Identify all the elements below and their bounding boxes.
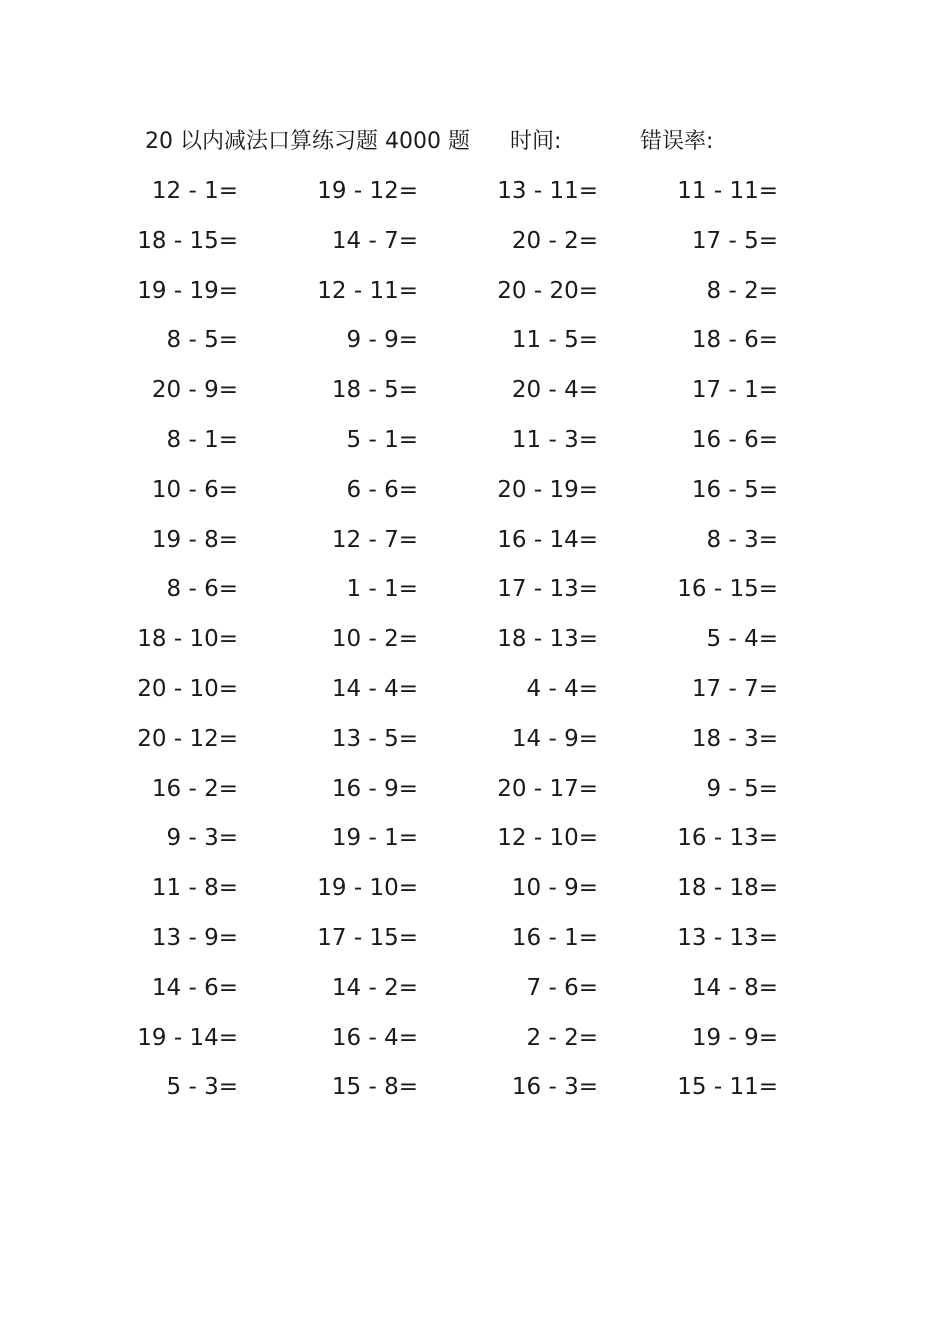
problem: 17 - 1= [691,377,778,404]
problem: 18 - 5= [331,377,418,404]
problem: 12 - 10= [497,825,598,852]
problem-row [0,620,950,670]
problem-row [0,1068,950,1118]
problem: 18 - 18= [677,875,778,902]
problem: 17 - 5= [691,227,778,254]
problem-row [0,819,950,869]
problem: 5 - 3= [166,1074,238,1101]
problem-row [0,770,950,820]
problem-row [0,670,950,720]
problem: 8 - 3= [706,526,778,553]
problem: 19 - 14= [137,1024,238,1051]
worksheet-header [0,124,950,160]
problem: 19 - 1= [331,825,418,852]
problem-row [0,321,950,371]
problem: 19 - 10= [317,875,418,902]
problem-row [0,272,950,322]
worksheet-title: 20 以内减法口算练习题 4000 题 [145,129,470,154]
problem: 8 - 6= [166,576,238,603]
problem: 19 - 9= [691,1024,778,1051]
problem: 20 - 12= [137,725,238,752]
problem: 15 - 11= [677,1074,778,1101]
problem: 16 - 14= [497,526,598,553]
problem-row [0,471,950,521]
problem-row [0,570,950,620]
problem: 11 - 5= [511,327,598,354]
problem: 20 - 10= [137,675,238,702]
problem: 18 - 6= [691,327,778,354]
problem: 19 - 12= [317,178,418,204]
problem-row [0,521,950,571]
problem: 20 - 17= [497,775,598,802]
problem: 20 - 2= [511,227,598,254]
problem: 9 - 3= [166,825,238,852]
problem: 2 - 2= [526,1024,598,1051]
problem-row [0,371,950,421]
problem: 8 - 1= [166,426,238,453]
problem: 14 - 8= [691,974,778,1001]
problem-row [0,1019,950,1069]
problem: 5 - 4= [706,626,778,653]
problem: 15 - 8= [331,1074,418,1101]
problem: 14 - 9= [511,725,598,752]
problem: 19 - 19= [137,277,238,304]
problem-grid [0,172,950,1118]
problem: 14 - 7= [331,227,418,254]
problem-row [0,172,950,222]
problem: 11 - 8= [151,875,238,902]
problem-row [0,919,950,969]
problem: 11 - 3= [511,426,598,453]
problem: 16 - 9= [331,775,418,802]
problem: 20 - 20= [497,277,598,304]
problem: 13 - 13= [677,924,778,951]
problem: 12 - 1= [151,178,238,204]
problem: 14 - 2= [331,974,418,1001]
problem: 4 - 4= [526,675,598,702]
problem: 16 - 3= [511,1074,598,1101]
problem: 8 - 2= [706,277,778,304]
problem: 17 - 13= [497,576,598,603]
problem: 6 - 6= [346,476,418,503]
problem: 18 - 13= [497,626,598,653]
problem: 13 - 5= [331,725,418,752]
problem: 7 - 6= [526,974,598,1001]
problem: 12 - 7= [331,526,418,553]
problem: 14 - 4= [331,675,418,702]
problem: 1 - 1= [346,576,418,603]
problem: 18 - 3= [691,725,778,752]
problem: 12 - 11= [317,277,418,304]
problem: 13 - 9= [151,924,238,951]
problem: 16 - 6= [691,426,778,453]
problem: 18 - 10= [137,626,238,653]
problem-row [0,969,950,1019]
problem: 10 - 9= [511,875,598,902]
problem: 13 - 11= [497,178,598,204]
problem: 9 - 5= [706,775,778,802]
problem: 10 - 6= [151,476,238,503]
problem: 20 - 4= [511,377,598,404]
time-label: 时间: [510,129,562,154]
problem: 16 - 4= [331,1024,418,1051]
problem: 20 - 9= [151,377,238,404]
problem-row [0,222,950,272]
problem: 8 - 5= [166,327,238,354]
problem: 16 - 15= [677,576,778,603]
problem-row [0,869,950,919]
problem: 16 - 1= [511,924,598,951]
problem: 17 - 15= [317,924,418,951]
problem: 16 - 2= [151,775,238,802]
problem-row [0,720,950,770]
problem-row [0,421,950,471]
problem: 16 - 5= [691,476,778,503]
problem: 19 - 8= [151,526,238,553]
problem: 17 - 7= [691,675,778,702]
problem: 18 - 15= [137,227,238,254]
problem: 16 - 13= [677,825,778,852]
problem: 14 - 6= [151,974,238,1001]
problem: 11 - 11= [677,178,778,204]
problem: 5 - 1= [346,426,418,453]
error-rate-label: 错误率: [640,129,714,154]
problem: 9 - 9= [346,327,418,354]
problem: 10 - 2= [331,626,418,653]
problem: 20 - 19= [497,476,598,503]
